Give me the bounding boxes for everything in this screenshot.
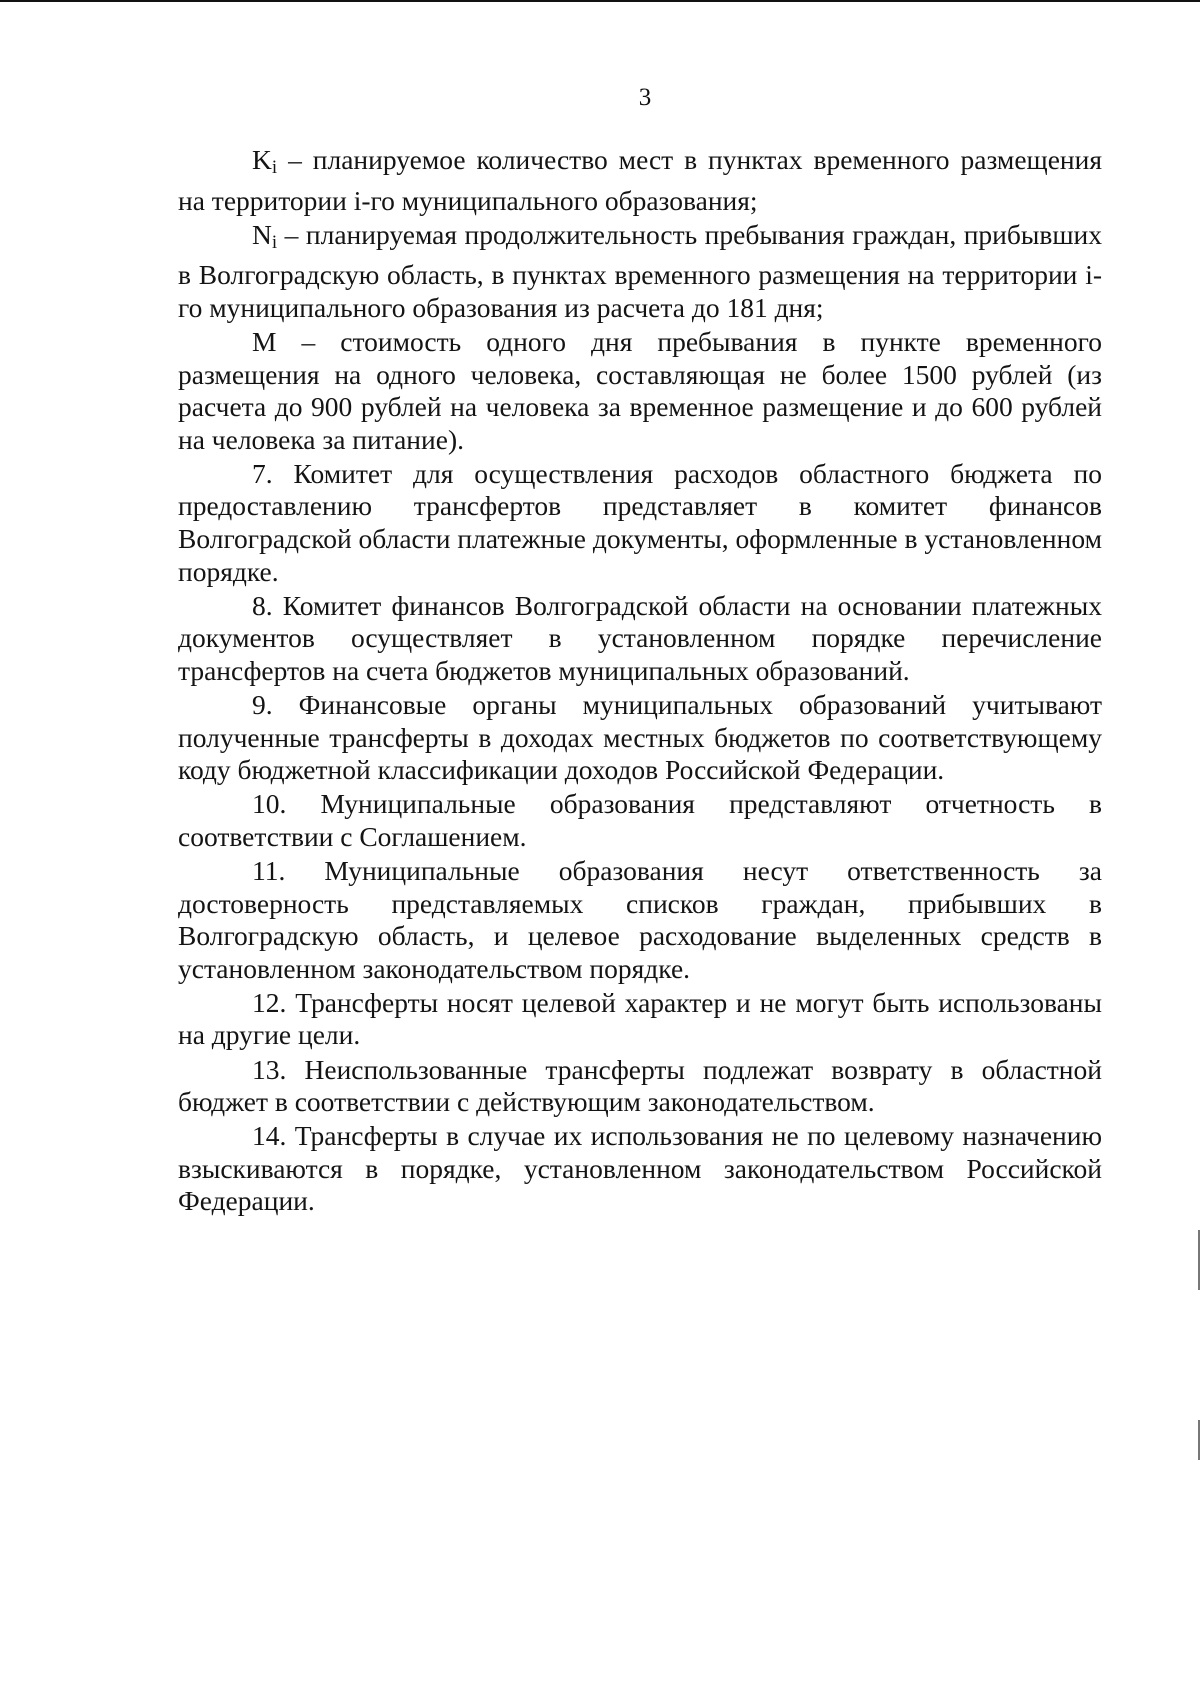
variable-subscript: i: [271, 231, 278, 253]
paragraph-text: 7. Комитет для осуществления расходов областного бюджета по предоставлению трансфертов представляет в комитет финансов Волгоградской области платежные документы, оформленные в установленном порядке.: [178, 457, 1102, 587]
paragraph-text: 12. Трансферты носят целевой характер и не могут быть использованы на другие цели.: [178, 986, 1102, 1051]
paragraph-text: М – стоимость одного дня пребывания в пункте временного размещения на одного человека, составляющая не более 1500 рублей (из расчета до 900 рублей на человека за временное размещение и до 600 рублей на человека за питание).: [178, 325, 1102, 455]
paragraph-n-definition: [178, 219, 1102, 325]
paragraph-14: [178, 1120, 1102, 1218]
paragraph-7: [178, 458, 1102, 588]
paragraph-10: [178, 788, 1102, 853]
paragraph-text: 8. Комитет финансов Волгоградской области на основании платежных документов осуществляет в установленном порядке перечисление трансфертов на счета бюджетов муниципальных образований.: [178, 589, 1102, 686]
paragraph-9: [178, 689, 1102, 787]
paragraph-12: [178, 987, 1102, 1052]
variable-symbol: K: [252, 144, 272, 175]
paragraph-text: 13. Неиспользованные трансферты подлежат возврату в областной бюджет в соответствии с действующим законодательством.: [178, 1053, 1102, 1118]
variable-symbol: N: [252, 218, 272, 250]
document-body: [178, 144, 1102, 1220]
paragraph-text: 14. Трансферты в случае их использования не по целевому назначению взыскиваются в порядке, установленном законодательством Российской Федерации.: [178, 1120, 1102, 1217]
paragraph-m-definition: [178, 326, 1102, 456]
paragraph-text: 10. Муниципальные образования представляют отчетность в соответствии с Соглашением.: [178, 788, 1102, 852]
scan-top-border: [0, 0, 1200, 2]
variable-subscript: i: [271, 157, 278, 178]
paragraph-13: [178, 1054, 1102, 1119]
paragraph-11: [178, 855, 1102, 985]
paragraph-text: – планируемое количество мест в пунктах временного размещения на территории i-го муниципального образования;: [178, 144, 1102, 216]
paragraph-text: 9. Финансовые органы муниципальных образований учитывают полученные трансферты в доходах местных бюджетов по соответствующему коду бюджетной классификации доходов Российской Федерации.: [178, 689, 1102, 786]
page-number: 3: [638, 84, 652, 111]
paragraph-8: [178, 590, 1102, 688]
paragraph-text: 11. Муниципальные образования несут ответственность за достоверность представляемых списков граждан, прибывших в Волгоградскую область, и целевое расходование выделенных средств в установленном законодательством порядке.: [178, 854, 1102, 984]
paragraph-text: – планируемая продолжительность пребывания граждан, прибывших в Волгоградскую область, в пунктах временного размещения на территории i-го муниципального образования из расчета до 181 дня;: [178, 218, 1102, 323]
paragraph-k-definition: [178, 144, 1102, 217]
